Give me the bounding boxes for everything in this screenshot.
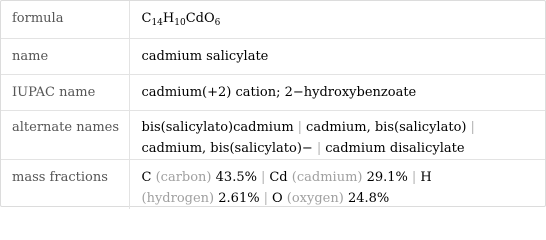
iupac-value: cadmium(+2) cation; 2−hydroxybenzoate [129, 74, 545, 110]
mass-symbol: Cd [269, 169, 288, 185]
mass-fractions-value [129, 159, 545, 209]
alternate-name: bis(salicylato)cadmium [141, 119, 294, 135]
mass-element: (oxygen) [286, 190, 344, 206]
row-alternate-names [1, 110, 545, 159]
iupac-label: IUPAC name [1, 74, 129, 110]
mass-value: 24.8% [347, 190, 390, 206]
alternate-name: cadmium, bis(salicylato)− [141, 140, 313, 156]
formula-label: formula [1, 1, 129, 38]
formula-h: H [162, 11, 175, 26]
separator: | [297, 119, 303, 135]
alternate-name: cadmium disalicylate [325, 140, 465, 156]
formula-cdo: CdO [185, 11, 215, 26]
row-name [1, 38, 545, 74]
alternate-names-value [129, 110, 545, 159]
mass-value: 43.5% [215, 169, 257, 185]
mass-element: (cadmium) [291, 169, 363, 185]
formula-value [129, 1, 545, 38]
alternate-name: cadmium, bis(salicylato) [306, 119, 467, 135]
formula-c-count: 14 [151, 18, 163, 28]
separator: | [260, 169, 266, 185]
mass-symbol: O [271, 190, 283, 206]
formula-h-count: 10 [174, 18, 186, 28]
mass-value: 2.61% [218, 190, 260, 206]
row-formula [1, 1, 545, 38]
row-mass-fractions [1, 159, 545, 209]
name-value: cadmium salicylate [129, 38, 545, 74]
separator: | [411, 169, 417, 185]
mass-fractions-label: mass fractions [1, 159, 129, 209]
formula-c: C [141, 11, 152, 26]
properties-table [1, 1, 545, 209]
separator: | [263, 190, 268, 206]
separator: | [316, 140, 322, 156]
mass-symbol: C [141, 169, 152, 185]
mass-symbol: H [420, 169, 432, 185]
mass-value: 29.1% [366, 169, 408, 185]
row-iupac [1, 74, 545, 110]
formula-o-count: 6 [214, 18, 221, 28]
mass-element: (hydrogen) [141, 190, 215, 206]
separator: | [470, 119, 475, 135]
mass-element: (carbon) [155, 169, 212, 185]
name-label: name [1, 38, 129, 74]
alternate-names-label: alternate names [1, 110, 129, 159]
